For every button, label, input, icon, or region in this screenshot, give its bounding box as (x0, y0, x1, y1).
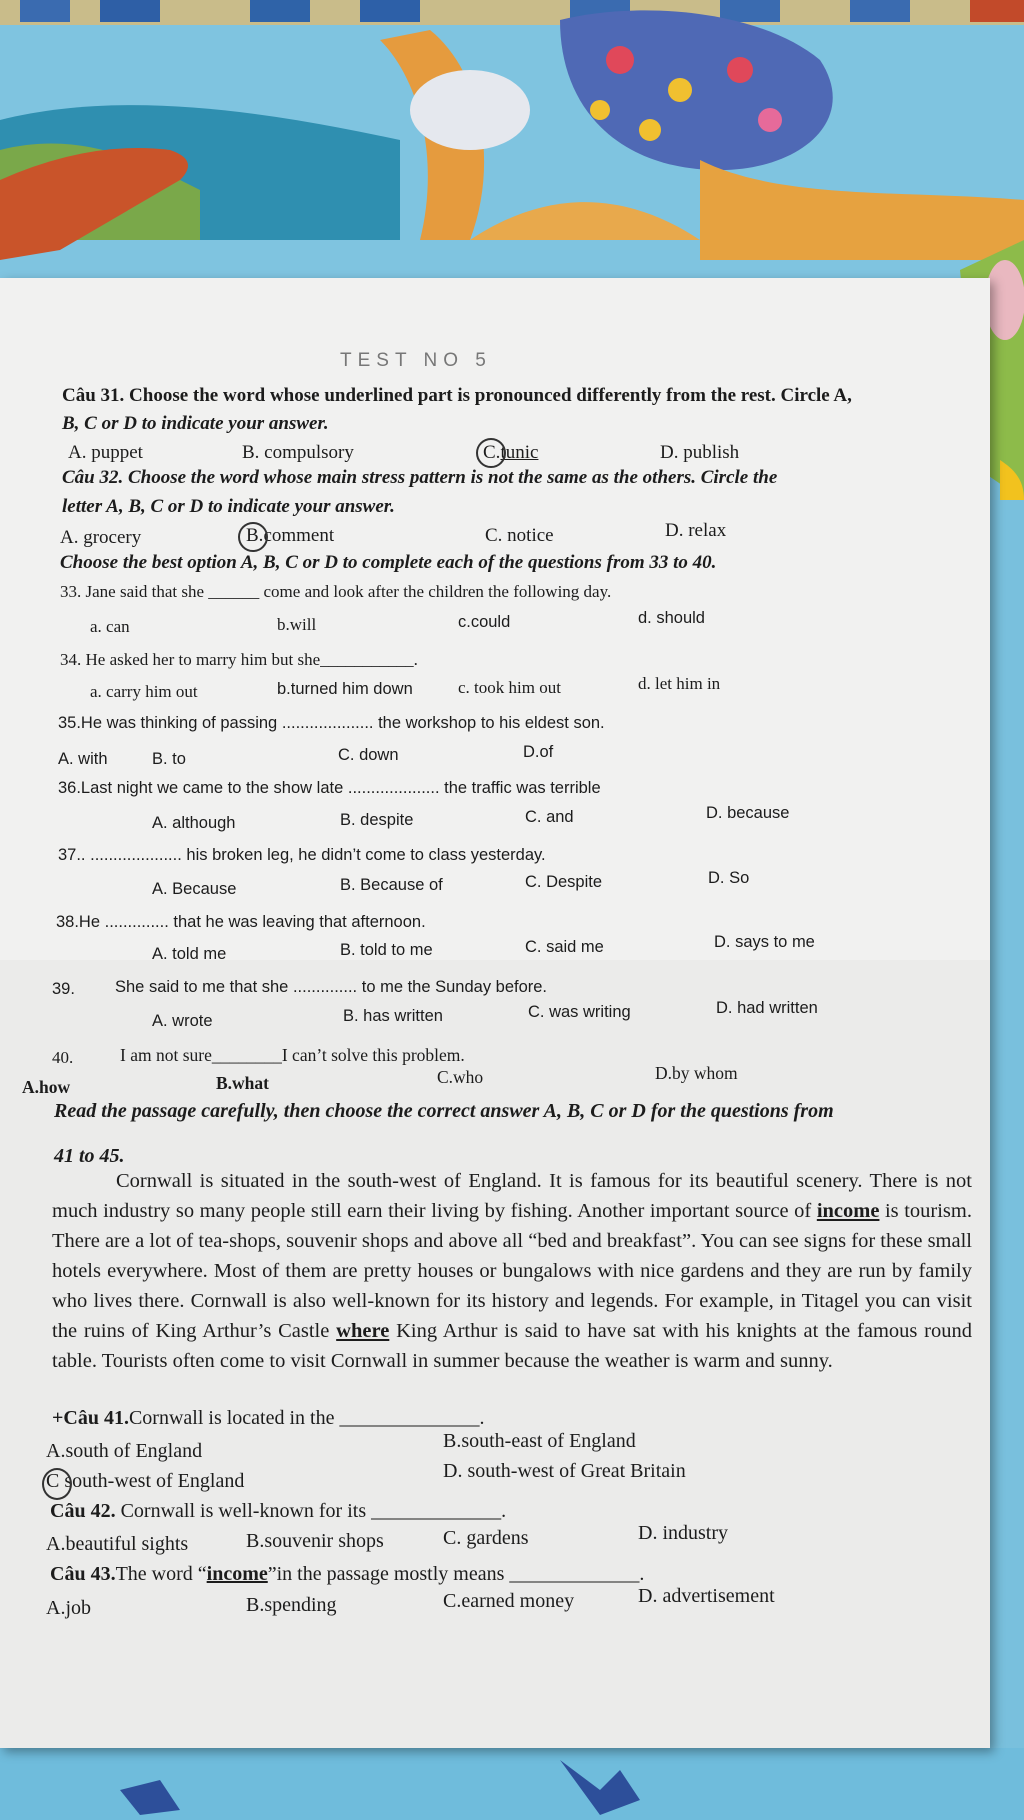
q40-stem: I am not sure________I can’t solve this problem. (120, 1045, 465, 1065)
answer-circle-q41 (42, 1468, 72, 1500)
q33-option-d[interactable]: d. should (638, 609, 705, 627)
q33-option-a[interactable]: a. can (90, 617, 130, 636)
q34-option-a[interactable]: a. carry him out (90, 682, 198, 701)
q40-number: 40. (52, 1048, 74, 1067)
q32-prompt-line2: letter A, B, C or D to indicate your answer. (62, 496, 395, 517)
q43-option-a[interactable]: A.job (46, 1597, 91, 1619)
q41-stem: +Câu 41.Cornwall is located in the ______________. (52, 1407, 485, 1429)
q38-option-a[interactable]: A. told me (152, 945, 227, 963)
q40-option-a[interactable]: A.how (22, 1077, 71, 1097)
q34-stem: 34. He asked her to marry him but she___________. (60, 650, 418, 669)
reading-passage: Cornwall is situated in the south-west of England. It is famous for its beautiful scenery. There is not much industry so many people still earn their living by fishing. Another important source of income is tourism. There are a lot of tea-shops, souvenir shops and above all “bed and breakfast”. You can see signs for these small hotels everywhere. Most of them are pretty houses or bungalows with nice gardens and they are run by family who lives there. Cornwall is also well-known for its history and legends. For example, in Titagel you can visit the ruins of King Arthur’s Castle where King Arthur is said to have sat with his knights at the famous round table. Tourists often come to visit Cornwall in summer because the weather is warm and sunny. (52, 1170, 972, 1372)
q43-option-d[interactable]: D. advertisement (638, 1585, 775, 1607)
q31-option-c[interactable]: C.tunic (483, 442, 539, 463)
q33-option-c[interactable]: c.could (458, 613, 511, 631)
q39-number: 39. (52, 980, 75, 998)
section2-instruction-line2: 41 to 45. (54, 1145, 125, 1167)
q35-stem: 35.He was thinking of passing .................... the workshop to his eldest son. (58, 714, 605, 732)
q34-option-c[interactable]: c. took him out (458, 678, 561, 697)
q35-option-c[interactable]: C. down (338, 746, 399, 764)
section1-instruction: Choose the best option A, B, C or D to complete each of the questions from 33 to 40. (60, 552, 717, 573)
q35-option-d[interactable]: D.of (523, 743, 554, 761)
answer-circle-q32 (238, 522, 268, 552)
q43-option-c[interactable]: C.earned money (443, 1590, 575, 1612)
q38-option-d[interactable]: D. says to me (714, 933, 815, 951)
q41-option-d[interactable]: D. south-west of Great Britain (443, 1460, 686, 1482)
q32-option-c[interactable]: C. notice (485, 525, 554, 546)
q41-option-b[interactable]: B.south-east of England (443, 1430, 636, 1452)
q36-stem: 36.Last night we came to the show late .................... the traffic was terrible (58, 779, 601, 797)
q39-stem: She said to me that she .............. to me the Sunday before. (115, 978, 548, 996)
q32-option-a[interactable]: A. grocery (60, 527, 142, 548)
q42-option-b[interactable]: B.souvenir shops (246, 1530, 384, 1552)
q37-option-a[interactable]: A. Because (152, 880, 237, 898)
q39-option-b[interactable]: B. has written (343, 1007, 443, 1025)
q38-option-c[interactable]: C. said me (525, 938, 604, 956)
q32-option-d[interactable]: D. relax (665, 520, 727, 541)
q42-option-d[interactable]: D. industry (638, 1522, 728, 1544)
q40-option-b[interactable]: B.what (216, 1073, 269, 1093)
q36-option-a[interactable]: A. although (152, 814, 236, 832)
q40-option-d[interactable]: D.by whom (655, 1063, 738, 1083)
q31-prompt: Câu 31. Choose the word whose underlined part is pronounced differently from the rest. Circle A, (62, 385, 852, 406)
q38-stem: 38.He .............. that he was leaving that afternoon. (56, 913, 426, 931)
q37-option-c[interactable]: C. Despite (525, 873, 603, 891)
section2-instruction: Read the passage carefully, then choose the correct answer A, B, C or D for the questions from (54, 1100, 834, 1122)
q43-option-b[interactable]: B.spending (246, 1594, 337, 1616)
q31-option-d[interactable]: D. publish (660, 442, 740, 463)
q33-option-b[interactable]: b.will (277, 615, 317, 634)
q35-option-a[interactable]: A. with (58, 750, 108, 768)
q41-option-c[interactable]: C south-west of England (46, 1470, 245, 1492)
page-title: TEST NO 5 (340, 350, 492, 371)
q42-option-a[interactable]: A.beautiful sights (46, 1533, 189, 1555)
q41-option-a[interactable]: A.south of England (46, 1440, 203, 1462)
keyword-where: where (336, 1320, 390, 1342)
keyword-income: income (816, 1200, 880, 1222)
q31-prompt-line2: B, C or D to indicate your answer. (62, 413, 329, 434)
q32-prompt: Câu 32. Choose the word whose main stress pattern is not the same as the others. Circle the (62, 467, 778, 488)
q40-option-c[interactable]: C.who (437, 1067, 484, 1087)
q39-option-d[interactable]: D. had written (716, 999, 818, 1017)
q36-option-b[interactable]: B. despite (340, 811, 414, 829)
q42-option-c[interactable]: C. gardens (443, 1527, 529, 1549)
q36-option-d[interactable]: D. because (706, 804, 790, 822)
answer-circle-q31 (476, 438, 506, 468)
q34-option-b[interactable]: b.turned him down (277, 680, 413, 698)
q37-option-d[interactable]: D. So (708, 869, 750, 887)
q38-option-b[interactable]: B. told to me (340, 941, 433, 959)
q31-option-b[interactable]: B. compulsory (242, 442, 354, 463)
q37-stem: 37.. .................... his broken leg, he didn’t come to class yesterday. (58, 846, 546, 864)
q33-stem: 33. Jane said that she ______ come and look after the children the following day. (60, 582, 612, 601)
q42-stem: Câu 42. Cornwall is well-known for its _____________. (50, 1500, 507, 1522)
q36-option-c[interactable]: C. and (525, 808, 574, 826)
q32-option-b[interactable]: B.comment (246, 525, 335, 546)
q37-option-b[interactable]: B. Because of (340, 876, 443, 894)
q43-stem: Câu 43.The word “income”in the passage mostly means _____________. (50, 1563, 645, 1585)
q31-option-a[interactable]: A. puppet (68, 442, 143, 463)
q35-option-b[interactable]: B. to (152, 750, 186, 768)
q34-option-d[interactable]: d. let him in (638, 674, 721, 693)
q39-option-a[interactable]: A. wrote (152, 1012, 213, 1030)
q39-option-c[interactable]: C. was writing (528, 1003, 631, 1021)
